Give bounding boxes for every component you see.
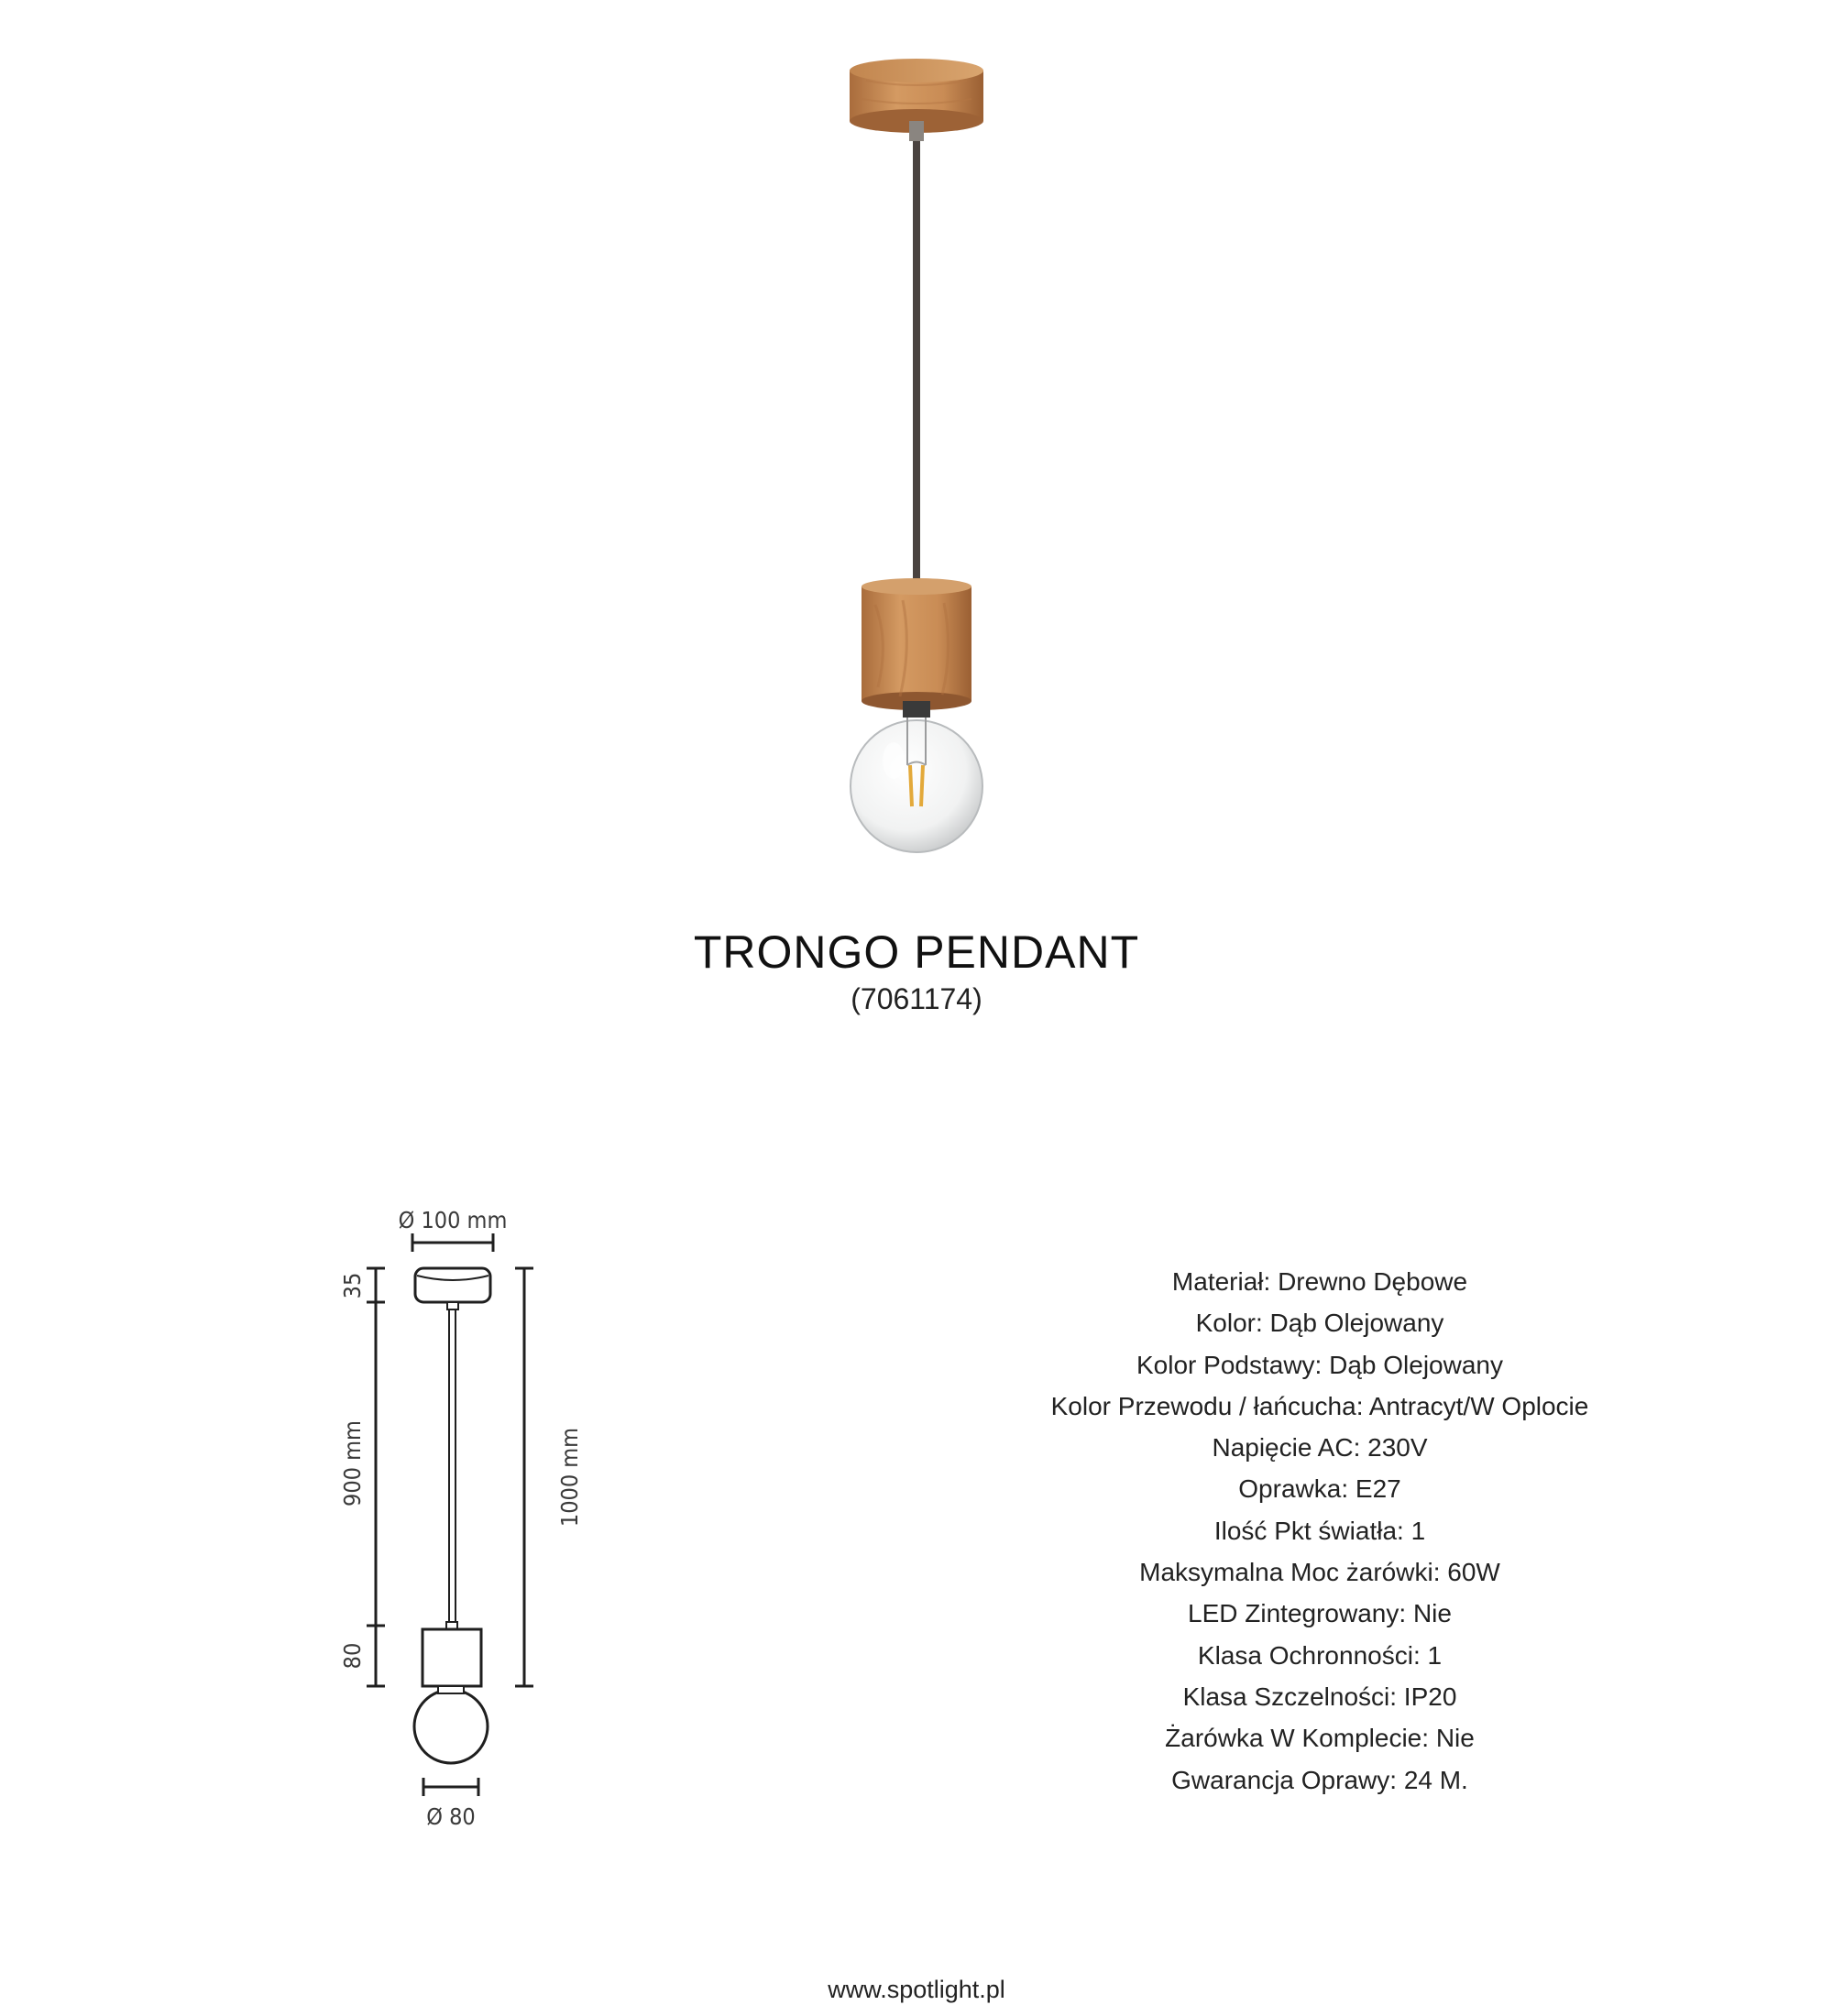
spec-item: Żarówka W Komplecie: Nie xyxy=(1165,1724,1475,1753)
spec-item: Kolor Podstawy: Dąb Olejowany xyxy=(1136,1350,1503,1379)
spec-item: Klasa Ochronności: 1 xyxy=(1197,1640,1443,1670)
spec-item: LED Zintegrowany: Nie xyxy=(1188,1599,1452,1628)
ceiling-canopy xyxy=(850,59,983,141)
canopy-diameter-label: Ø 100 mm xyxy=(398,1207,508,1233)
spec-item: Klasa Szczelności: IP20 xyxy=(1182,1682,1457,1711)
wooden-socket-holder xyxy=(862,578,971,718)
spec-item: Ilość Pkt światła: 1 xyxy=(1213,1516,1426,1545)
total-height-dimension xyxy=(515,1268,533,1686)
diagram-canopy xyxy=(415,1268,490,1302)
spec-item: Oprawka: E27 xyxy=(1238,1474,1401,1504)
socket-height-label: 80 xyxy=(339,1642,366,1670)
spec-item: Gwarancja Oprawy: 24 M. xyxy=(1171,1765,1468,1794)
bulb-diameter-label: Ø 80 xyxy=(426,1803,476,1830)
spec-item: Napięcie AC: 230V xyxy=(1212,1433,1428,1463)
product-code: (7061174) xyxy=(851,982,982,1015)
spec-item: Maksymalna Moc żarówki: 60W xyxy=(1139,1558,1500,1587)
dimension-diagram xyxy=(312,1191,642,1851)
diagram-socket xyxy=(423,1629,481,1686)
product-title: TRONGO PENDANT xyxy=(693,926,1140,978)
diagram-cable xyxy=(449,1309,456,1622)
canopy-height-label: 35 xyxy=(339,1272,366,1299)
total-height-label: 1000 mm xyxy=(556,1427,583,1528)
cable-length-label: 900 mm xyxy=(339,1420,366,1507)
light-bulb xyxy=(851,718,982,852)
left-height-dimension xyxy=(367,1268,385,1686)
diagram-bulb xyxy=(414,1690,488,1763)
specifications-list xyxy=(990,1261,1650,1801)
product-photo xyxy=(0,0,1833,898)
spec-item: Kolor: Dąb Olejowany xyxy=(1195,1309,1444,1338)
website-link[interactable]: www.spotlight.pl xyxy=(828,1976,1005,2003)
spec-item: Materiał: Drewno Dębowe xyxy=(1171,1267,1468,1296)
spec-item: Kolor Przewodu / łańcucha: Antracyt/W Oplocie xyxy=(1050,1391,1589,1420)
